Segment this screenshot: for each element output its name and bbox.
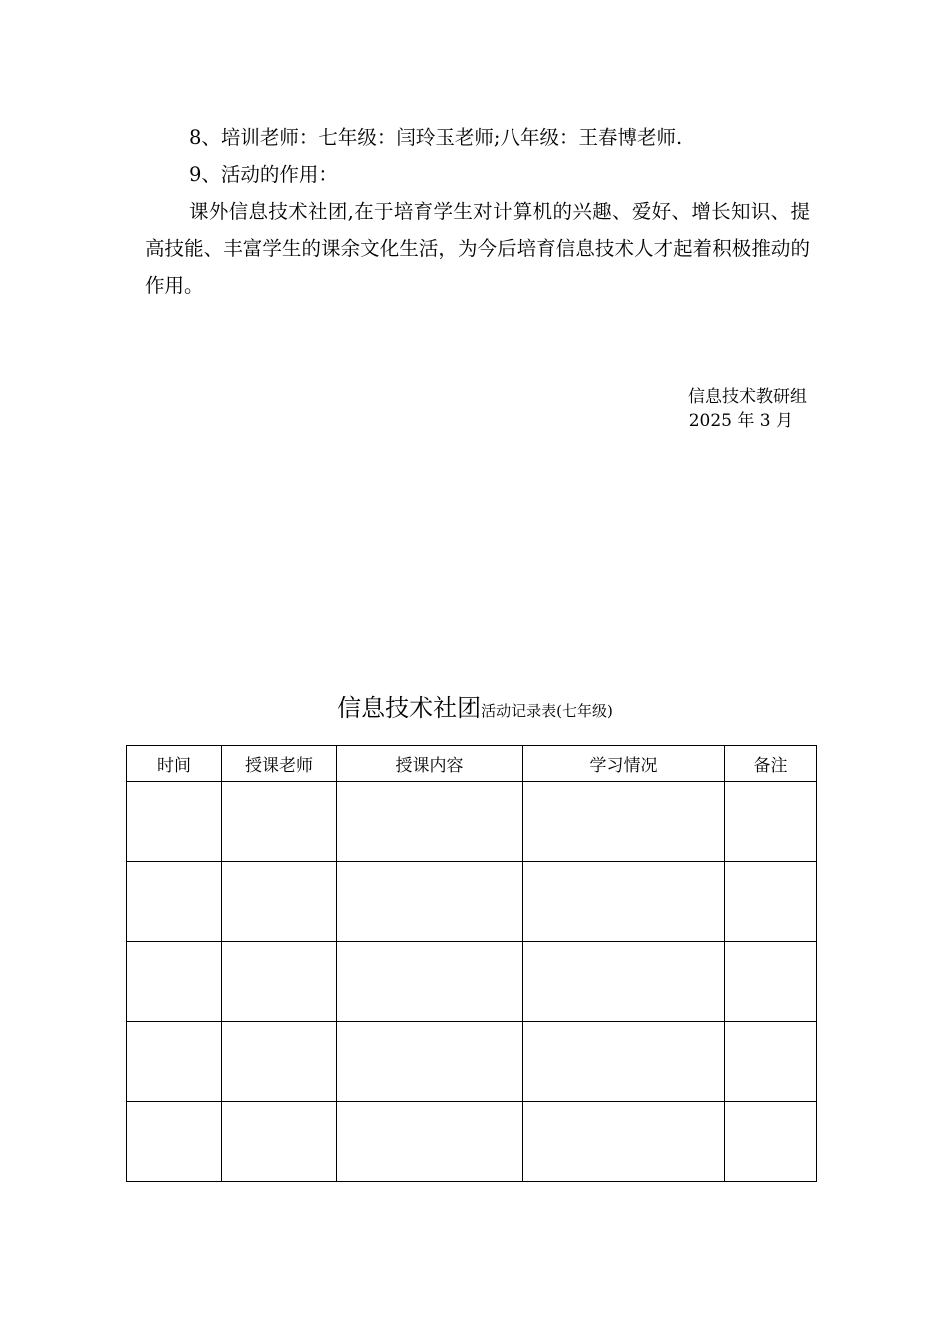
table-row — [127, 1102, 817, 1182]
cell-time[interactable] — [127, 1022, 222, 1102]
table-title-sub: 活动记录表(七年级) — [481, 702, 613, 720]
table-row — [127, 782, 817, 862]
header-teacher: 授课老师 — [222, 746, 337, 782]
cell-time[interactable] — [127, 862, 222, 942]
table-row — [127, 862, 817, 942]
cell-teacher[interactable] — [222, 1022, 337, 1102]
cell-content[interactable] — [337, 942, 523, 1022]
cell-content[interactable] — [337, 1102, 523, 1182]
header-content: 授课内容 — [337, 746, 523, 782]
cell-remarks[interactable] — [725, 862, 817, 942]
cell-learning-status[interactable] — [523, 782, 725, 862]
cell-learning-status[interactable] — [523, 862, 725, 942]
cell-time[interactable] — [127, 942, 222, 1022]
signature-org: 信息技术教研组 — [688, 387, 807, 407]
header-remarks: 备注 — [725, 746, 817, 782]
cell-remarks[interactable] — [725, 1102, 817, 1182]
table-row — [127, 942, 817, 1022]
cell-content[interactable] — [337, 782, 523, 862]
cell-remarks[interactable] — [725, 1022, 817, 1102]
cell-teacher[interactable] — [222, 862, 337, 942]
cell-learning-status[interactable] — [523, 942, 725, 1022]
cell-teacher[interactable] — [222, 1102, 337, 1182]
table-title — [0, 688, 950, 723]
cell-remarks[interactable] — [725, 942, 817, 1022]
cell-teacher[interactable] — [222, 942, 337, 1022]
activity-record-table — [126, 745, 817, 1182]
header-learning-status: 学习情况 — [523, 746, 725, 782]
cell-remarks[interactable] — [725, 782, 817, 862]
cell-time[interactable] — [127, 782, 222, 862]
item-9-heading: 9、活动的作用： — [189, 163, 338, 186]
cell-teacher[interactable] — [222, 782, 337, 862]
cell-content[interactable] — [337, 862, 523, 942]
signature-date: 2025 年 3 月 — [688, 411, 793, 431]
table-header-row — [127, 746, 817, 782]
header-time: 时间 — [127, 746, 222, 782]
table-title-main: 信息技术社团 — [337, 694, 482, 722]
activity-purpose-paragraph: 课外信息技术社团,在于培育学生对计算机的兴趣、爱好、增长知识、提高技能、丰富学生的课余文化生活，为今后培育信息技术人才起着积极推动的作用。 — [145, 200, 810, 297]
item-8-trainers: 8、培训老师：七年级：闫玲玉老师;八年级：王春博老师. — [189, 126, 683, 149]
cell-learning-status[interactable] — [523, 1022, 725, 1102]
cell-content[interactable] — [337, 1022, 523, 1102]
cell-time[interactable] — [127, 1102, 222, 1182]
cell-learning-status[interactable] — [523, 1102, 725, 1182]
table-row — [127, 1022, 817, 1102]
table-body — [127, 782, 817, 1182]
